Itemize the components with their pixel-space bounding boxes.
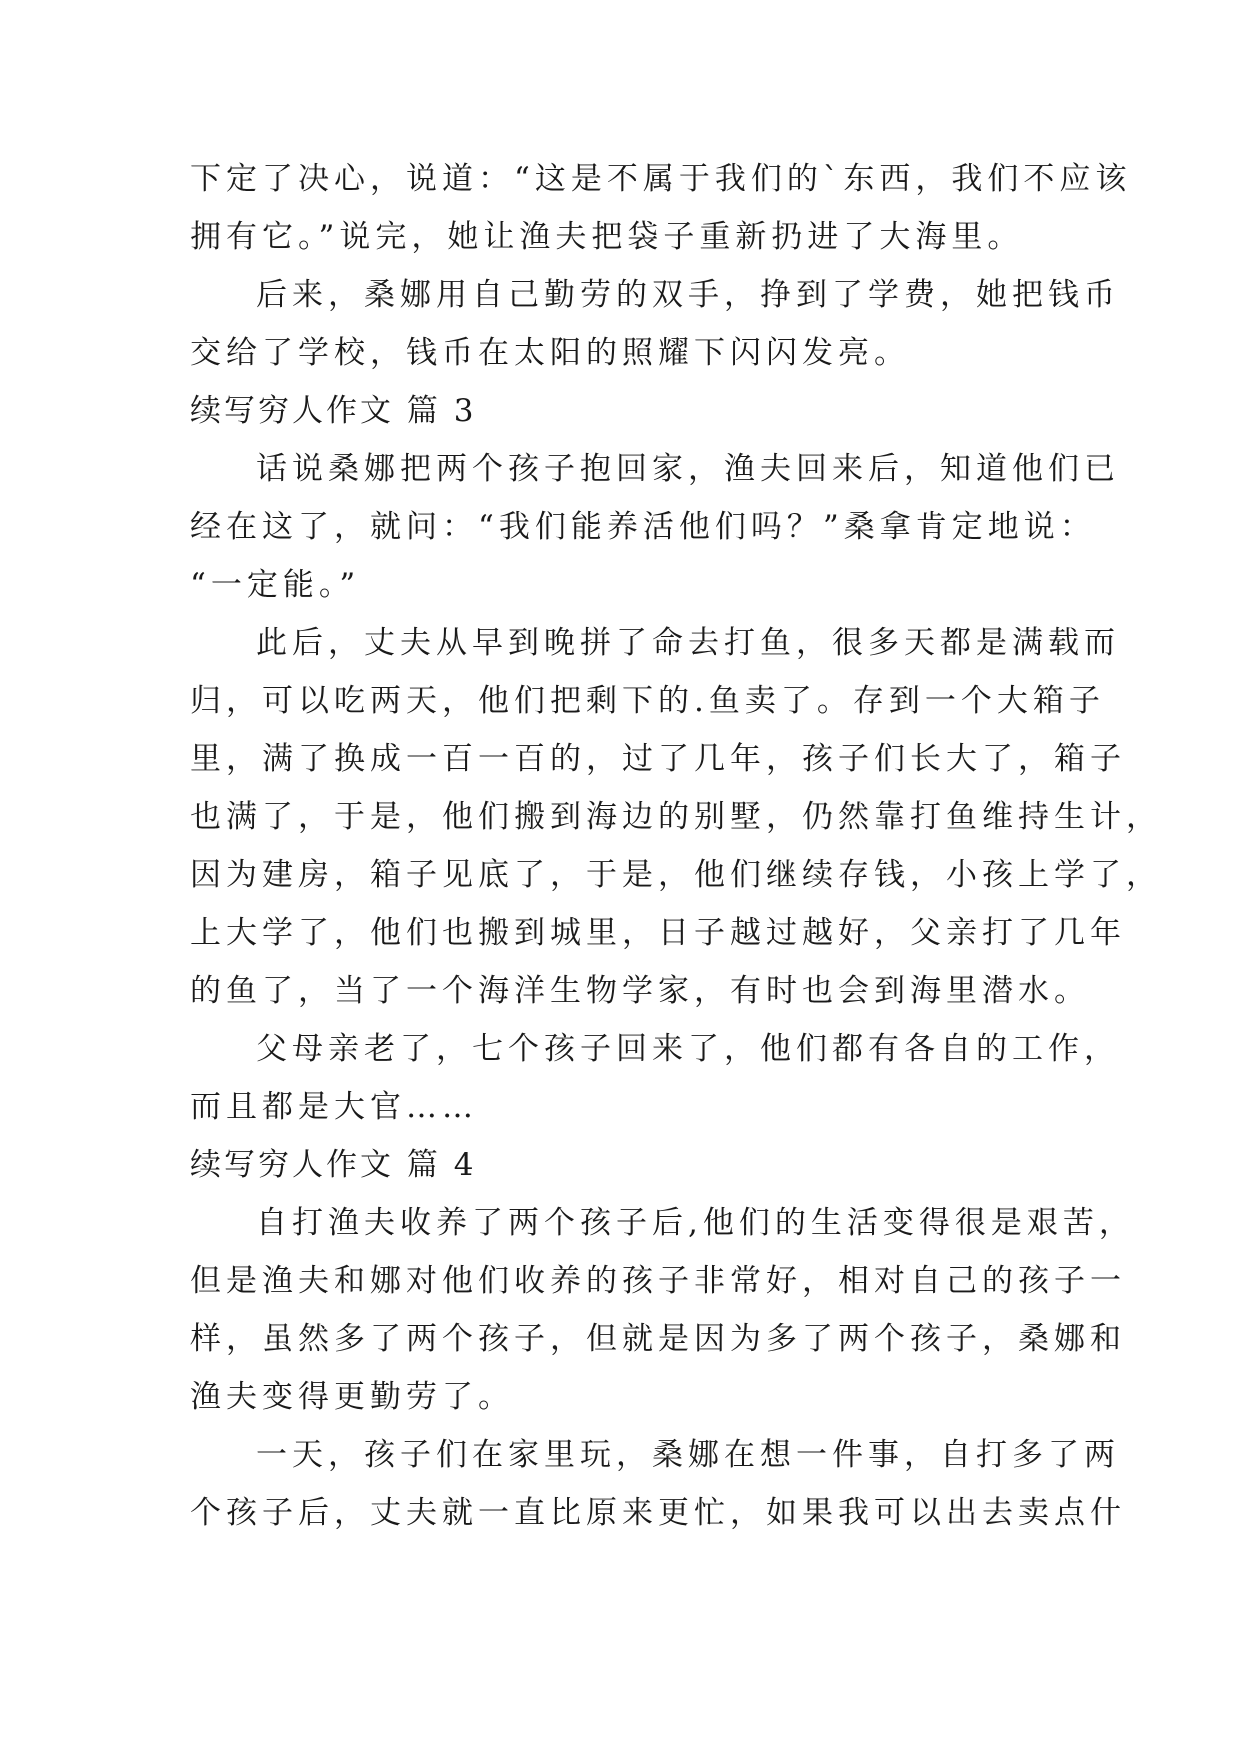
text-line: 个孩子后，丈夫就一直比原来更忙，如果我可以出去卖点什 — [190, 1495, 1126, 1531]
text-line: 里，满了换成一百一百的，过了几年，孩子们长大了，箱子 — [190, 741, 1126, 777]
text-line: 经在这了，就问：“我们能养活他们吗？”桑拿肯定地说： — [190, 509, 1096, 545]
paragraph-start-line: 后来，桑娜用自己勤劳的双手，挣到了学费，她把钱币 — [256, 277, 1120, 313]
text-line: 交给了学校，钱币在太阳的照耀下闪闪发亮。 — [190, 335, 910, 371]
text-line: 下定了决心，说道：“这是不属于我们的`东西，我们不应该 — [190, 161, 1132, 197]
text-line: 归，可以吃两天，他们把剩下的.鱼卖了。存到一个大箱子 — [190, 683, 1105, 719]
section-heading-3: 续写穷人作文 篇 3 — [190, 393, 477, 429]
text-line: 而且都是大官…… — [190, 1089, 478, 1125]
paragraph-start-line: 父母亲老了，七个孩子回来了，他们都有各自的工作， — [256, 1031, 1120, 1067]
text-line: 渔夫变得更勤劳了。 — [190, 1379, 514, 1415]
section-heading-4: 续写穷人作文 篇 4 — [190, 1147, 477, 1183]
text-line: 样，虽然多了两个孩子，但就是因为多了两个孩子，桑娜和 — [190, 1321, 1126, 1357]
paragraph-start-line: 一天，孩子们在家里玩，桑娜在想一件事，自打多了两 — [256, 1437, 1120, 1473]
text-line: “一定能。” — [190, 567, 361, 603]
text-line: 但是渔夫和娜对他们收养的孩子非常好，相对自己的孩子一 — [190, 1263, 1126, 1299]
text-line: 上大学了，他们也搬到城里，日子越过越好，父亲打了几年 — [190, 915, 1126, 951]
paragraph-start-line: 话说桑娜把两个孩子抱回家，渔夫回来后，知道他们已 — [256, 451, 1120, 487]
paragraph-start-line: 自打渔夫收养了两个孩子后,他们的生活变得很是艰苦， — [256, 1205, 1135, 1241]
article-body — [190, 150, 1162, 1542]
paragraph-start-line: 此后，丈夫从早到晚拼了命去打鱼，很多天都是满载而 — [256, 625, 1120, 661]
text-line: 拥有它。”说完，她让渔夫把袋子重新扔进了大海里。 — [190, 219, 1024, 255]
text-line: 因为建房，箱子见底了，于是，他们继续存钱，小孩上学了， — [190, 857, 1162, 893]
text-line: 的鱼了，当了一个海洋生物学家，有时也会到海里潜水。 — [190, 973, 1090, 1009]
text-line: 也满了，于是，他们搬到海边的别墅，仍然靠打鱼维持生计， — [190, 799, 1162, 835]
